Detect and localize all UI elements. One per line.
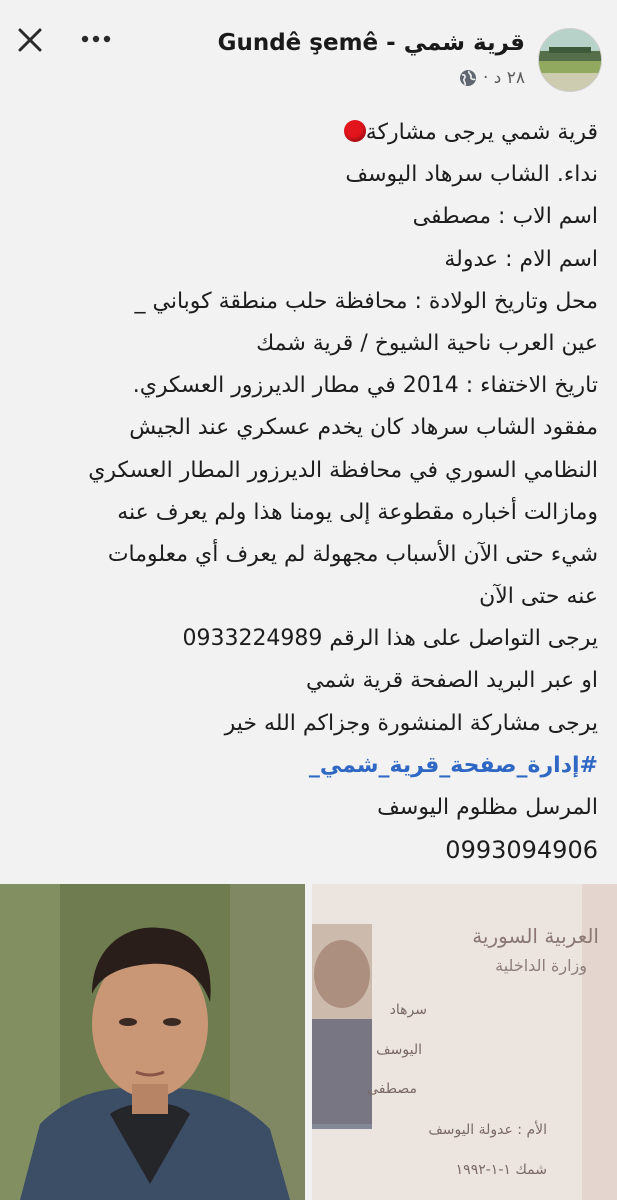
post-line: نداء. الشاب سرهاد اليوسف	[345, 162, 598, 188]
close-icon	[16, 26, 44, 54]
post-line: عنه حتى الآن	[479, 584, 598, 610]
more-options-button[interactable]	[78, 24, 114, 54]
post-line: تاريخ الاختفاء : 2014 في مطار الديرزور العسكري.	[132, 373, 598, 399]
hashtag-link[interactable]: #إدارة_صفحة_قرية_شمي_	[308, 752, 598, 778]
id-card-subheader: وزارة الداخلية	[495, 956, 587, 975]
more-icon	[81, 35, 111, 43]
portrait-photo[interactable]	[0, 884, 305, 1200]
page-avatar[interactable]	[538, 28, 602, 92]
post-header	[0, 0, 617, 100]
post-line: شيء حتى الآن الأسباب مجهولة لم يعرف أي معلومات	[107, 541, 598, 567]
post-line: محل وتاريخ الولادة : محافظة حلب منطقة كوباني _	[134, 288, 598, 314]
post-line: او عبر البريد الصفحة قرية شمي	[306, 668, 598, 694]
portrait-image	[0, 884, 305, 1200]
post-line: عين العرب ناحية الشيوخ / قرية شمك	[256, 330, 598, 356]
globe-icon	[459, 69, 477, 87]
red-circle-icon	[344, 120, 366, 142]
post-line: اسم الام : عدولة	[444, 246, 598, 272]
id-card-field: شمك ١-١-١٩٩٢	[455, 1162, 547, 1178]
post-line: اسم الاب : مصطفى	[412, 204, 598, 230]
post-line: مفقود الشاب سرهاد كان يخدم عسكري عند الجيش	[129, 415, 598, 441]
post-meta	[459, 68, 525, 88]
id-card-field: مصطفى	[367, 1081, 417, 1097]
post-line-title: قرية شمي يرجى مشاركة	[20, 112, 598, 154]
avatar-landscape-image	[539, 29, 601, 91]
contact-line: يرجى التواصل على هذا الرقم 0933224989	[182, 626, 598, 652]
id-card-header: العربية السورية	[472, 924, 599, 948]
sender-line: المرسل مظلوم اليوسف	[377, 795, 598, 820]
id-card-field: سرهاد	[389, 1002, 427, 1018]
post-line: ومازالت أخباره مقطوعة إلى يومنا هذا ولم يعرف عنه	[117, 499, 598, 525]
id-card-field: اليوسف	[376, 1042, 422, 1058]
post-text	[20, 112, 598, 871]
close-button[interactable]	[12, 22, 48, 58]
id-card-photo[interactable]	[312, 884, 617, 1200]
post-line: النظامي السوري في محافظة الديرزور المطار العسكري	[88, 457, 598, 483]
post-time[interactable]: ٢٨ د ·	[482, 68, 525, 88]
phone-number[interactable]: 0993094906	[445, 836, 598, 865]
id-card-field: الأم : عدولة اليوسف	[428, 1122, 547, 1138]
page-name[interactable]: Gundê şemê - قرية شمي	[217, 30, 525, 56]
post-line: يرجى مشاركة المنشورة وجزاكم الله خير	[224, 710, 598, 736]
